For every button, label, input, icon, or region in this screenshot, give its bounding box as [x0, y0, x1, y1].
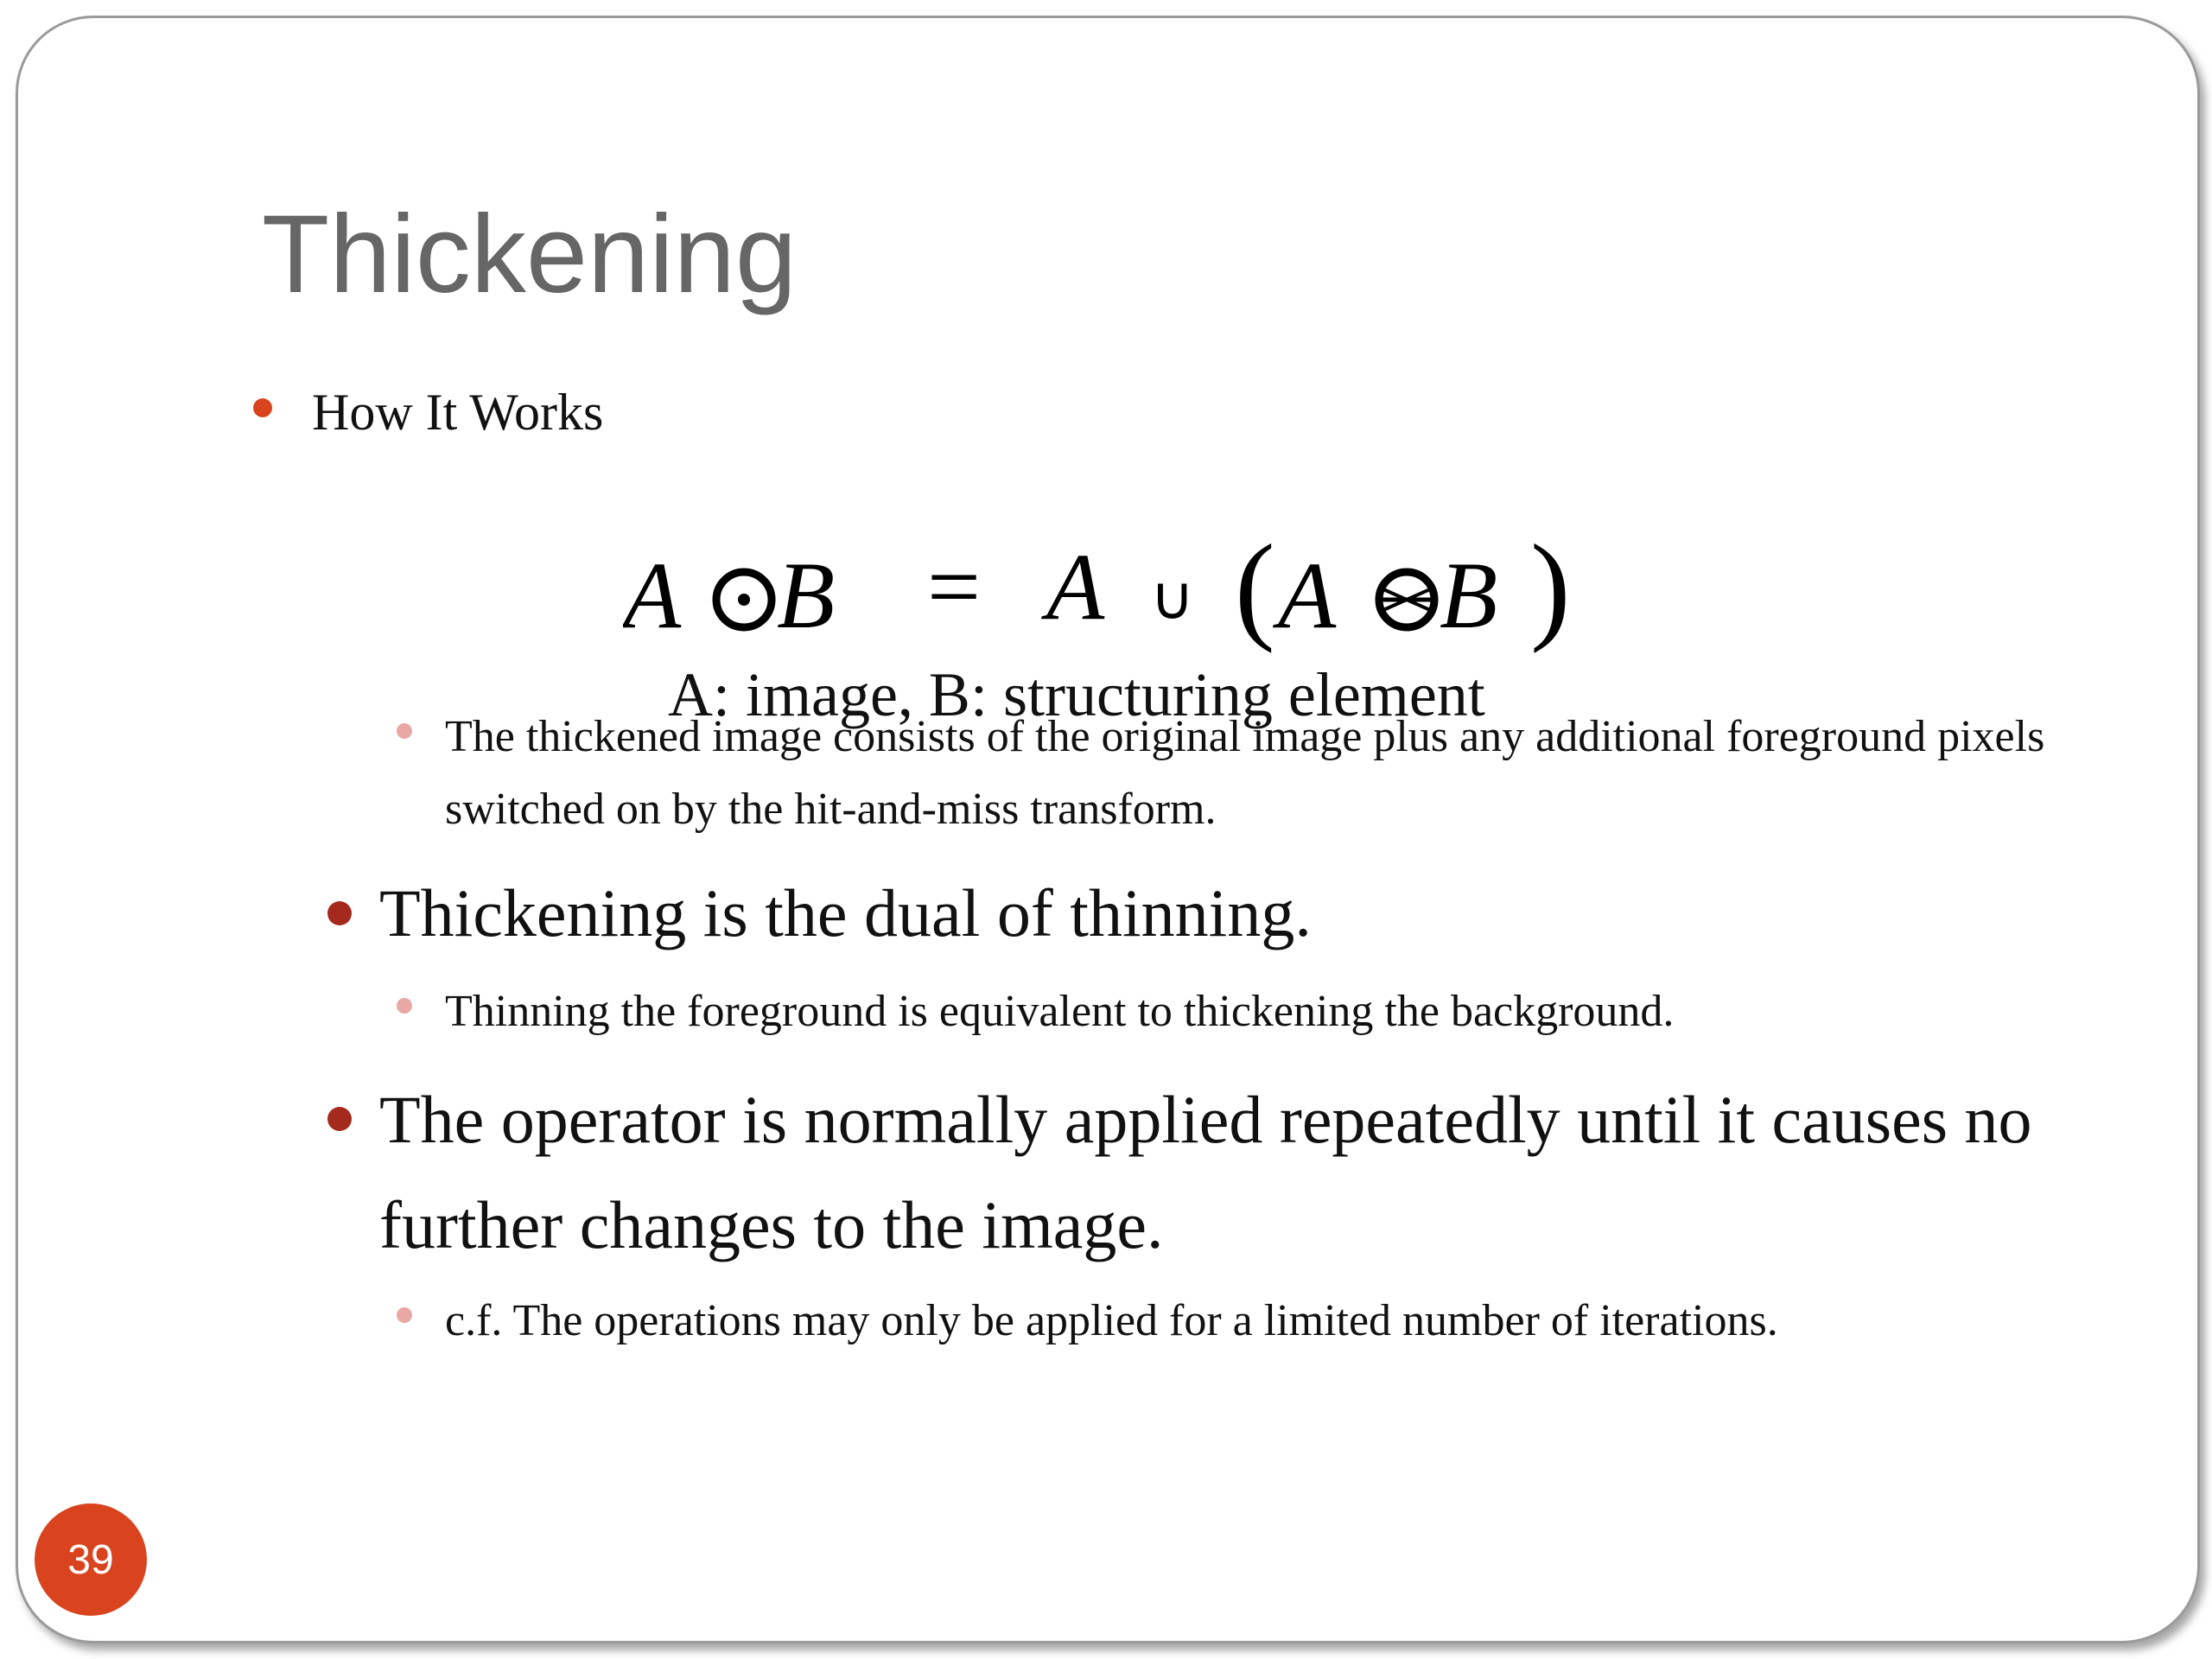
thickening-formula: [623, 532, 1591, 671]
slide-title: Thickening: [262, 193, 797, 316]
pink-bullet-icon: [397, 1307, 412, 1323]
orange-bullet-icon: [253, 398, 272, 417]
odot-operator-icon: [716, 572, 772, 627]
formula-lhs-a: A: [623, 543, 682, 648]
sub-bullet-2-text: Thinning the foreground is equivalent to thickening the background.: [445, 987, 1675, 1036]
formula-union: ∪: [1150, 563, 1195, 633]
formula-equals: =: [927, 534, 982, 639]
sub-bullet-3-text: c.f. The operations may only be applied for a limited number of iterations.: [445, 1296, 1778, 1345]
formula-lhs-b: B: [777, 543, 836, 648]
hit-and-miss-operator-icon: [1379, 572, 1434, 627]
intro-bullet-text: How It Works: [312, 384, 604, 441]
pink-bullet-icon: [397, 998, 412, 1014]
formula-paren-open: (: [1235, 532, 1275, 654]
bullet-2-text: Thickening is the dual of thinning.: [379, 875, 1312, 950]
bullet-3-text: The operator is normally applied repeatedly until it causes no further changes to the image.: [379, 1082, 2032, 1262]
formula-inner-a: A: [1278, 543, 1337, 648]
sub-bullet-1-text: The thickened image consists of the original image plus any additional foreground pixels switched on by the hit-and-miss transform.: [445, 712, 2045, 834]
formula-paren-close: ): [1530, 532, 1571, 654]
pink-bullet-icon: [397, 723, 412, 739]
formula-inner-b: B: [1440, 543, 1498, 648]
formula-caption: A: image, B: structuring element: [668, 660, 1485, 729]
red-bullet-icon: [327, 901, 352, 925]
slide-frame: [16, 16, 2200, 1643]
red-bullet-icon: [327, 1107, 352, 1131]
page-number-badge: 39: [35, 1503, 147, 1616]
formula-rhs-a: A: [1046, 534, 1105, 639]
